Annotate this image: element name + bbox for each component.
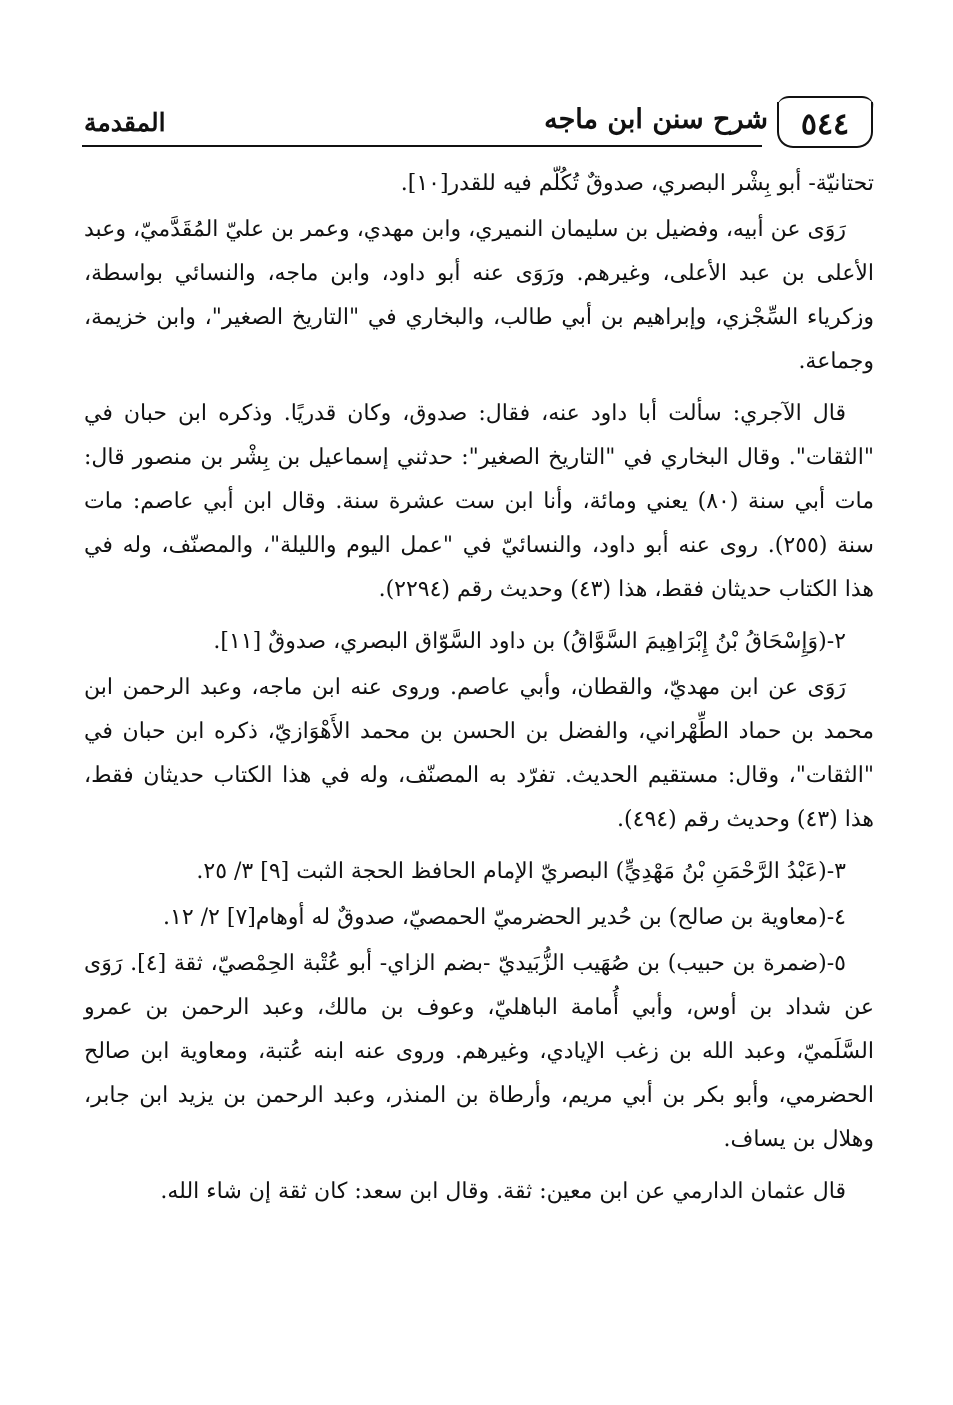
header-rule	[82, 145, 762, 147]
narrator-entry-3: ٣-(عَبْدُ الرَّحْمَنِ بْنُ مَهْدِيٍّ) البصريّ الإمام الحافظ الحجة الثبت [٩] ٣/ ٢٥.	[196, 859, 846, 884]
narrator-entry-5: ٥-(ضمرة بن حبيب) بن صُهَيب الزُّبَيديّ -بضم الزاي- أبو عُتْبة الحِمْصيّ، ثقة [٤]. رَوَى عن شداد بن أوس، وأبي أُمامة الباهليّ، وعوف بن مالك، وعبد الرحمن بن عمرو السَّلَميّ، وعبد الله بن زغب الإيادي، وغيرهم. وروى عنه ابنه عُتبة، ومعاوية ابن صالح الحضرمي، وأبو بكر بن أبي مريم، وأرطاة بن المنذر، وعبد الرحمن بن يزيد ابن جابر، وهلال بن يساف.	[84, 951, 874, 1152]
paragraph-3: قال الآجري: سألت أبا داود عنه، فقال: صدوق، وكان قدريًا. وذكره ابن حبان في "الثقات". وقال البخاري في "التاريخ الصغير": حدثني إسماعيل بن بِشْر بن منصور قال: مات أبي سنة (٨٠) يعني ومائة، وأنا ابن ست عشرة سنة. وقال ابن أبي عاصم: مات سنة (٢٥٥). روى عنه أبو داود، والنسائيّ في "عمل اليوم والليلة"، والمصنّف، وله في هذا الكتاب حديثان فقط، هذا (٤٣) وحديث رقم (٢٢٩٤).	[84, 401, 874, 602]
paragraph-5: رَوَى عن ابن مهديّ، والقطان، وأبي عاصم. وروى عنه ابن ماجه، وعبد الرحمن ابن محمد بن حماد الطِّهْراني، والفضل بن الحسن بن محمد الأَهْوَازيّ، ذكره ابن حبان في "الثقات"، وقال: مستقيم الحديث. تفرّد به المصنّف، وله في هذا الكتاب حديثان فقط، هذا (٤٣) وحديث رقم (٤٩٤).	[84, 675, 874, 832]
paragraph-9: قال عثمان الدارمي عن ابن معين: ثقة. وقال ابن سعد: كان ثقة إن شاء الله.	[160, 1179, 846, 1204]
paragraph-2: رَوَى عن أبيه، وفضيل بن سليمان النميري، وابن مهدي، وعمر بن عليّ المُقَدَّميّ، وعبد الأعلى بن عبد الأعلى، وغيرهم. ورَوَى عنه أبو داود، وابن ماجه، والنسائي بواسطة، وزكرياء السِّجْزي، وإبراهيم بن أبي طالب، والبخاري في "التاريخ الصغير"، وابن خزيمة، وجماعة.	[84, 217, 874, 374]
narrator-entry-4: ٤-(معاوية بن صالح) بن حُدير الحضرميّ الحمصيّ، صدوقٌ له أوهام[٧] ٢/ ١٢.	[163, 905, 846, 930]
page-body	[84, 162, 874, 1222]
page-number: ٥٤٤	[777, 102, 873, 148]
paragraph-1: تحتانيّة- أبو بِشْر البصري، صدوقٌ تُكُلّم فيه للقدر[١٠].	[400, 171, 874, 196]
narrator-entry-2: ٢-(وَإِسْحَاقُ بْنُ إِبْرَاهِيمَ السَّوَّاقُ) بن داود السَّوّاق البصري، صدوقٌ [١١].	[213, 629, 846, 654]
section-title: المقدمة	[84, 108, 166, 137]
book-title: شرح سنن ابن ماجه	[544, 104, 768, 135]
